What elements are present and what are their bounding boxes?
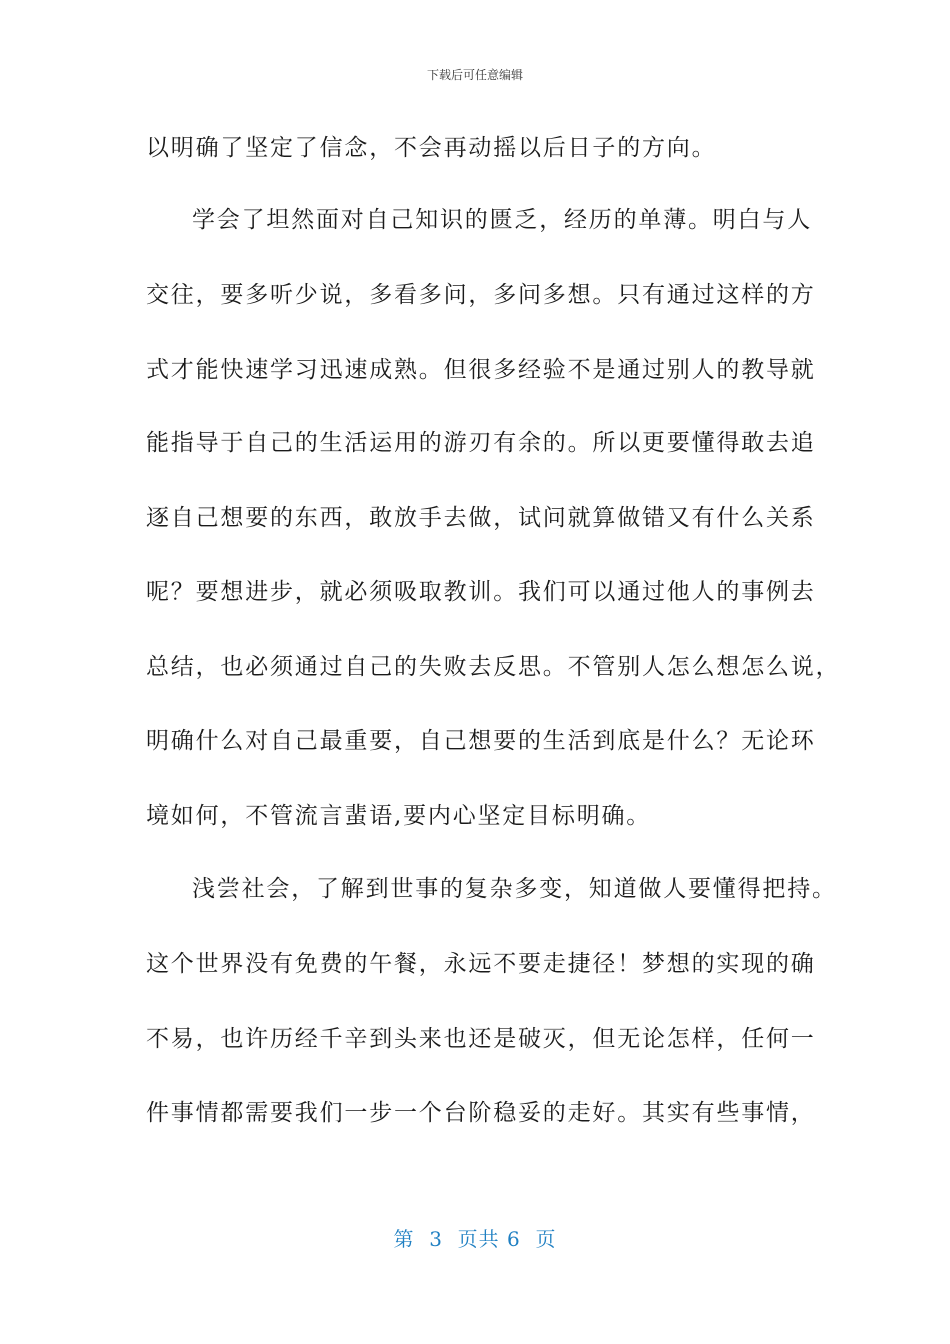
paragraph-line: 能指导于自己的生活运用的游刃有余的。所以更要懂得敢去追: [146, 430, 816, 456]
paragraph-line: 这个世界没有免费的午餐，永远不要走捷径！梦想的实现的确: [146, 951, 816, 977]
paragraph-line: 不易，也许历经千辛到头来也还是破灭，但无论怎样，任何一: [146, 1026, 816, 1052]
paragraph-line: 呢？要想进步，就必须吸取教训。我们可以通过他人的事例去: [146, 579, 816, 605]
paragraph-line: 境如何，不管流言蜚语,要内心坚定目标明确。: [146, 803, 652, 829]
paragraph-line: 总结，也必须通过自己的失败去反思。不管别人怎么想怎么说，: [146, 654, 841, 680]
page-number-footer: 第 3 页共 6 页: [393, 1227, 557, 1251]
paragraph-line: 逐自己想要的东西，敢放手去做，试问就算做错又有什么关系: [146, 505, 816, 531]
paragraph-line: 件事情都需要我们一步一个台阶稳妥的走好。其实有些事情，: [146, 1100, 816, 1126]
page-header-note: 下载后可任意编辑: [426, 68, 523, 82]
paragraph-line: 明确什么对自己最重要，自己想要的生活到底是什么？无论环: [146, 728, 816, 754]
paragraph-line: 式才能快速学习迅速成熟。但很多经验不是通过别人的教导就: [146, 357, 816, 383]
paragraph-line: 交往，要多听少说，多看多问，多问多想。只有通过这样的方: [146, 282, 816, 308]
paragraph-line: 以明确了坚定了信念，不会再动摇以后日子的方向。: [146, 135, 717, 161]
paragraph-line: 浅尝社会，了解到世事的复杂多变，知道做人要懂得把持。: [192, 876, 837, 902]
paragraph-line: 学会了坦然面对自己知识的匮乏，经历的单薄。明白与人: [192, 207, 812, 233]
